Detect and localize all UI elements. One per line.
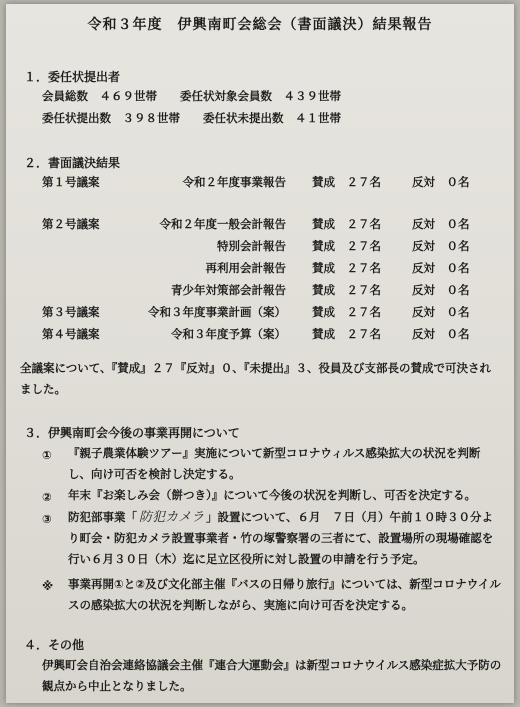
agenda-yes: 賛成 ２７名 [312, 305, 381, 319]
agenda-item: 第１号議案 [42, 175, 100, 189]
agenda-no: 反対 ０名 [412, 239, 470, 253]
agenda-yes: 賛成 ２７名 [312, 327, 381, 341]
agenda-name: 令和２年度一般会計報告 [159, 217, 286, 231]
agenda-no: 反対 ０名 [412, 261, 470, 275]
agenda-item: 第４号議案 [42, 327, 100, 341]
agenda-no: 反対 ０名 [412, 175, 470, 189]
agenda-no: 反対 ０名 [412, 217, 470, 231]
agenda-item: 第３号議案 [42, 305, 100, 319]
agenda-no: 反対 ０名 [412, 305, 470, 319]
item-marker: ① [42, 448, 52, 462]
agenda-name: 令和３年度事業計画（案） [148, 305, 286, 319]
section-4-heading: ４．その他 [24, 638, 85, 652]
proxy-row-1: 会員総数 ４６９世帯 委任状対象会員数 ４３９世帯 [42, 89, 341, 103]
section-3-heading: ３．伊興南町会今後の事業再開について [24, 426, 240, 440]
note-text: 事業再開①と②及び文化部主催『バスの日帰り旅行』については、新型コロナウイルスの感染拡大の状況を判断しながら、実施に向け可否を決定する。 [68, 577, 501, 612]
other-text: 伊興町会自治会連絡協議会主催『連合大運動会』は新型コロナウイルス感染症拡大予防の観点から中止となりました。 [42, 658, 502, 693]
item-marker: ③ [42, 512, 52, 526]
agenda-no: 反対 ０名 [412, 283, 470, 297]
item-text-part-a: 防犯部事業「 [68, 510, 137, 524]
handwritten-annotation: 防犯カメラ [139, 510, 205, 525]
item-text: 年末『お楽しみ会（餅つき）』について今後の状況を判断し、可否を決定する。 [68, 488, 477, 502]
agenda-name: 再利用会計報告 [205, 261, 286, 275]
item-text-part-b: 」設置について、６月 ７日（月）午前１０時３０分より町会・防犯カメラ設置事業者・竹の塚警察署の三者にて、設置場所の現場確認を行い６月３０日（木）迄に足立区役所に対し設置の申請を行う予定。 [68, 510, 494, 566]
agenda-yes: 賛成 ２７名 [312, 217, 381, 231]
item-text: 『親子農業体験ツアー』実施について新型コロナウィルス感染拡大の状況を判断し、向け可否を検討し決定する。 [68, 446, 481, 481]
item-text [68, 507, 502, 570]
section-2-heading: ２．書面議決結果 [24, 156, 121, 170]
agenda-name: 令和２年度事業報告 [182, 175, 286, 189]
agenda-yes: 賛成 ２７名 [312, 239, 381, 253]
agenda-item: 第２号議案 [42, 217, 100, 231]
section-1-heading: １．委任状提出者 [24, 70, 121, 84]
agenda-yes: 賛成 ２７名 [312, 283, 381, 297]
agenda-yes: 賛成 ２７名 [312, 261, 381, 275]
agenda-name: 特別会計報告 [217, 239, 286, 253]
agenda-no: 反対 ０名 [412, 327, 470, 341]
note-marker: ※ [42, 579, 54, 593]
agenda-yes: 賛成 ２７名 [312, 175, 381, 189]
agenda-name: 青少年対策部会計報告 [171, 283, 286, 297]
document-page [6, 4, 514, 703]
agenda-name: 令和３年度予算（案） [171, 327, 286, 341]
proxy-row-2: 委任状提出数 ３９８世帯 委任状未提出数 ４１世帯 [42, 111, 341, 125]
document-title: 令和３年度 伊興南町会総会（書面議決）結果報告 [87, 17, 433, 33]
resolution-summary: 全議案について、『賛成』２７『反対』０、『未提出』３、役員及び支部長の賛成で可決されました。 [20, 361, 492, 396]
item-marker: ② [42, 490, 52, 504]
